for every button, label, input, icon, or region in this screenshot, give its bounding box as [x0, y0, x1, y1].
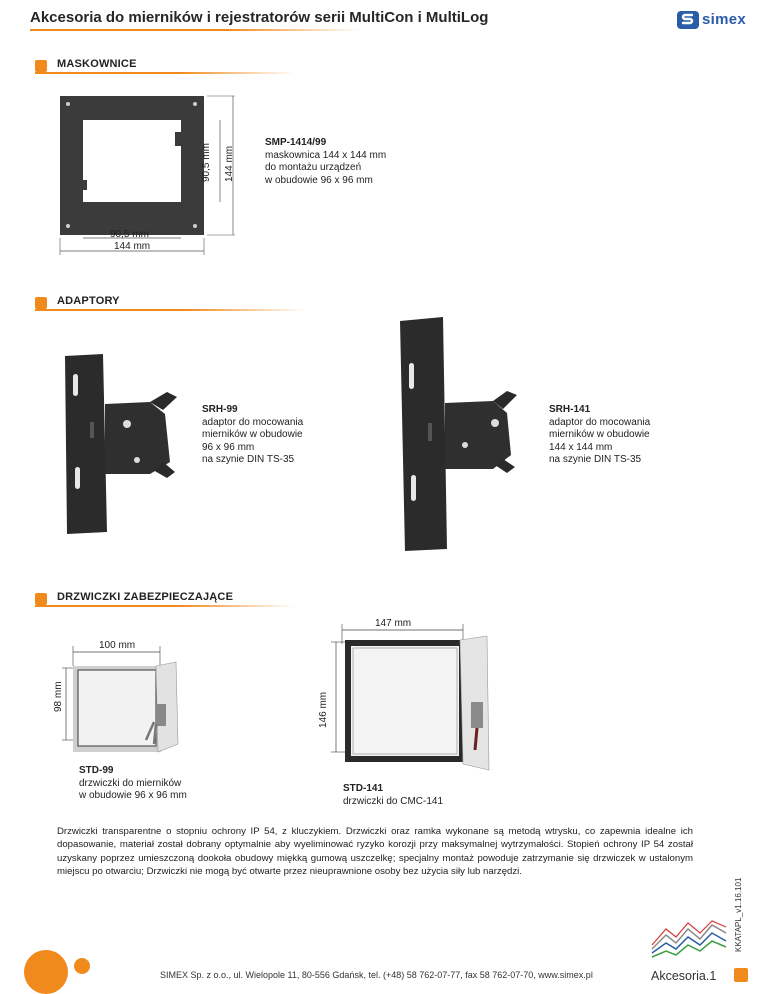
dim-std141-height: 146 mm	[318, 691, 329, 728]
caption-line: mierników w obudowie	[549, 429, 650, 440]
product-code: STD-99	[79, 765, 114, 776]
caption-line: drzwiczki do mierników	[79, 777, 182, 789]
section-title-adaptors: ADAPTORY	[57, 295, 120, 307]
footer-address: SIMEX Sp. z o.o., ul. Wielopole 11, 80-556 Gdańsk, tel. (+48) 58 762-07-77, fax 58 762-07-70, www.simex.pl	[160, 970, 593, 980]
catalog-code: KKATAPL_v1.16.101	[734, 877, 743, 952]
product-caption-srh141	[549, 404, 650, 467]
dim-inner-width: 90,5 mm	[110, 229, 149, 240]
dim-std141-width: 147 mm	[375, 618, 412, 629]
caption-line: w obudowie 96 x 96 mm	[265, 174, 373, 186]
caption-line: do montażu urządzeń	[265, 162, 362, 173]
page-label: Akcesoria.1	[651, 969, 717, 983]
product-code: SMP-1414/99	[265, 137, 327, 148]
page-marker	[734, 968, 748, 982]
caption-line: w obudowie 96 x 96 mm	[79, 790, 187, 801]
mask-plate-drawing	[55, 88, 250, 258]
product-caption-std99	[79, 765, 187, 803]
caption-line: adaptor do mocowania	[202, 416, 304, 428]
section-rule	[35, 309, 305, 311]
door-std99-image	[58, 636, 183, 761]
dim-outer-height: 144 mm	[224, 145, 235, 182]
section-marker	[35, 297, 47, 309]
caption-line: adaptor do mocowania	[549, 416, 651, 428]
product-code: SRH-99	[202, 404, 238, 415]
dim-outer-width: 144 mm	[114, 241, 151, 252]
caption-line: 144 x 144 mm	[549, 441, 613, 453]
section-title-doors: DRZWICZKI ZABEZPIECZAJĄCE	[57, 591, 234, 603]
product-caption-smp	[265, 137, 386, 187]
section-marker	[35, 593, 47, 605]
simex-logo-icon	[676, 10, 700, 30]
decorative-circles	[24, 928, 99, 994]
caption-line: na szynie DIN TS-35	[549, 454, 642, 465]
adaptor-srh99-image	[55, 352, 190, 537]
product-caption-std141	[343, 783, 443, 808]
product-caption-srh99	[202, 404, 303, 467]
logo-text: simex	[702, 11, 747, 28]
doors-description: Drzwiczki transparentne o stopniu ochrony IP 54, z kluczykiem. Drzwiczki oraz ramka wykonane są metodą wtrysku, co zapewnia idealne ich dopasowanie, materiał został dobrany optymalnie aby wyeliminować ryzyko korozji przy maksymalnej wytrzymałości. Stopień ochrony IP 54 został uzyskany poprzez umieszczoną dookoła obudowy miękką gumową uszczelkę; specjalny montaż powoduje zatrzymanie się drzwiczek w ustalonym miejscu po otwarciu; Drzwiczki nie mogą być otwarte przez nieuprawnione osoby bez użycia siły lub narzędzi.	[57, 826, 693, 877]
product-code: STD-141	[343, 783, 384, 794]
simex-logo	[676, 10, 752, 32]
section-title-masks: MASKOWNICE	[57, 58, 137, 70]
page-title: Akcesoria do mierników i rejestratorów serii MultiCon i MultiLog	[30, 9, 489, 26]
section-rule	[35, 605, 295, 607]
caption-line: drzwiczki do CMC-141	[343, 795, 444, 807]
product-code: SRH-141	[549, 404, 591, 415]
section-marker	[35, 60, 47, 72]
adaptor-srh141-image	[395, 315, 530, 555]
caption-line: na szynie DIN TS-35	[202, 454, 295, 465]
dim-std99-width: 100 mm	[99, 640, 136, 651]
caption-line: mierników w obudowie	[202, 429, 303, 440]
chart-logo-icon	[648, 915, 730, 960]
section-rule	[35, 72, 295, 74]
title-underline	[30, 29, 360, 31]
dim-inner-height: 90,5 mm	[201, 143, 212, 182]
dim-std99-height: 98 mm	[53, 681, 64, 712]
caption-line: maskownica 144 x 144 mm	[265, 149, 387, 161]
caption-line: 96 x 96 mm	[202, 441, 255, 453]
door-std141-image	[325, 620, 500, 775]
